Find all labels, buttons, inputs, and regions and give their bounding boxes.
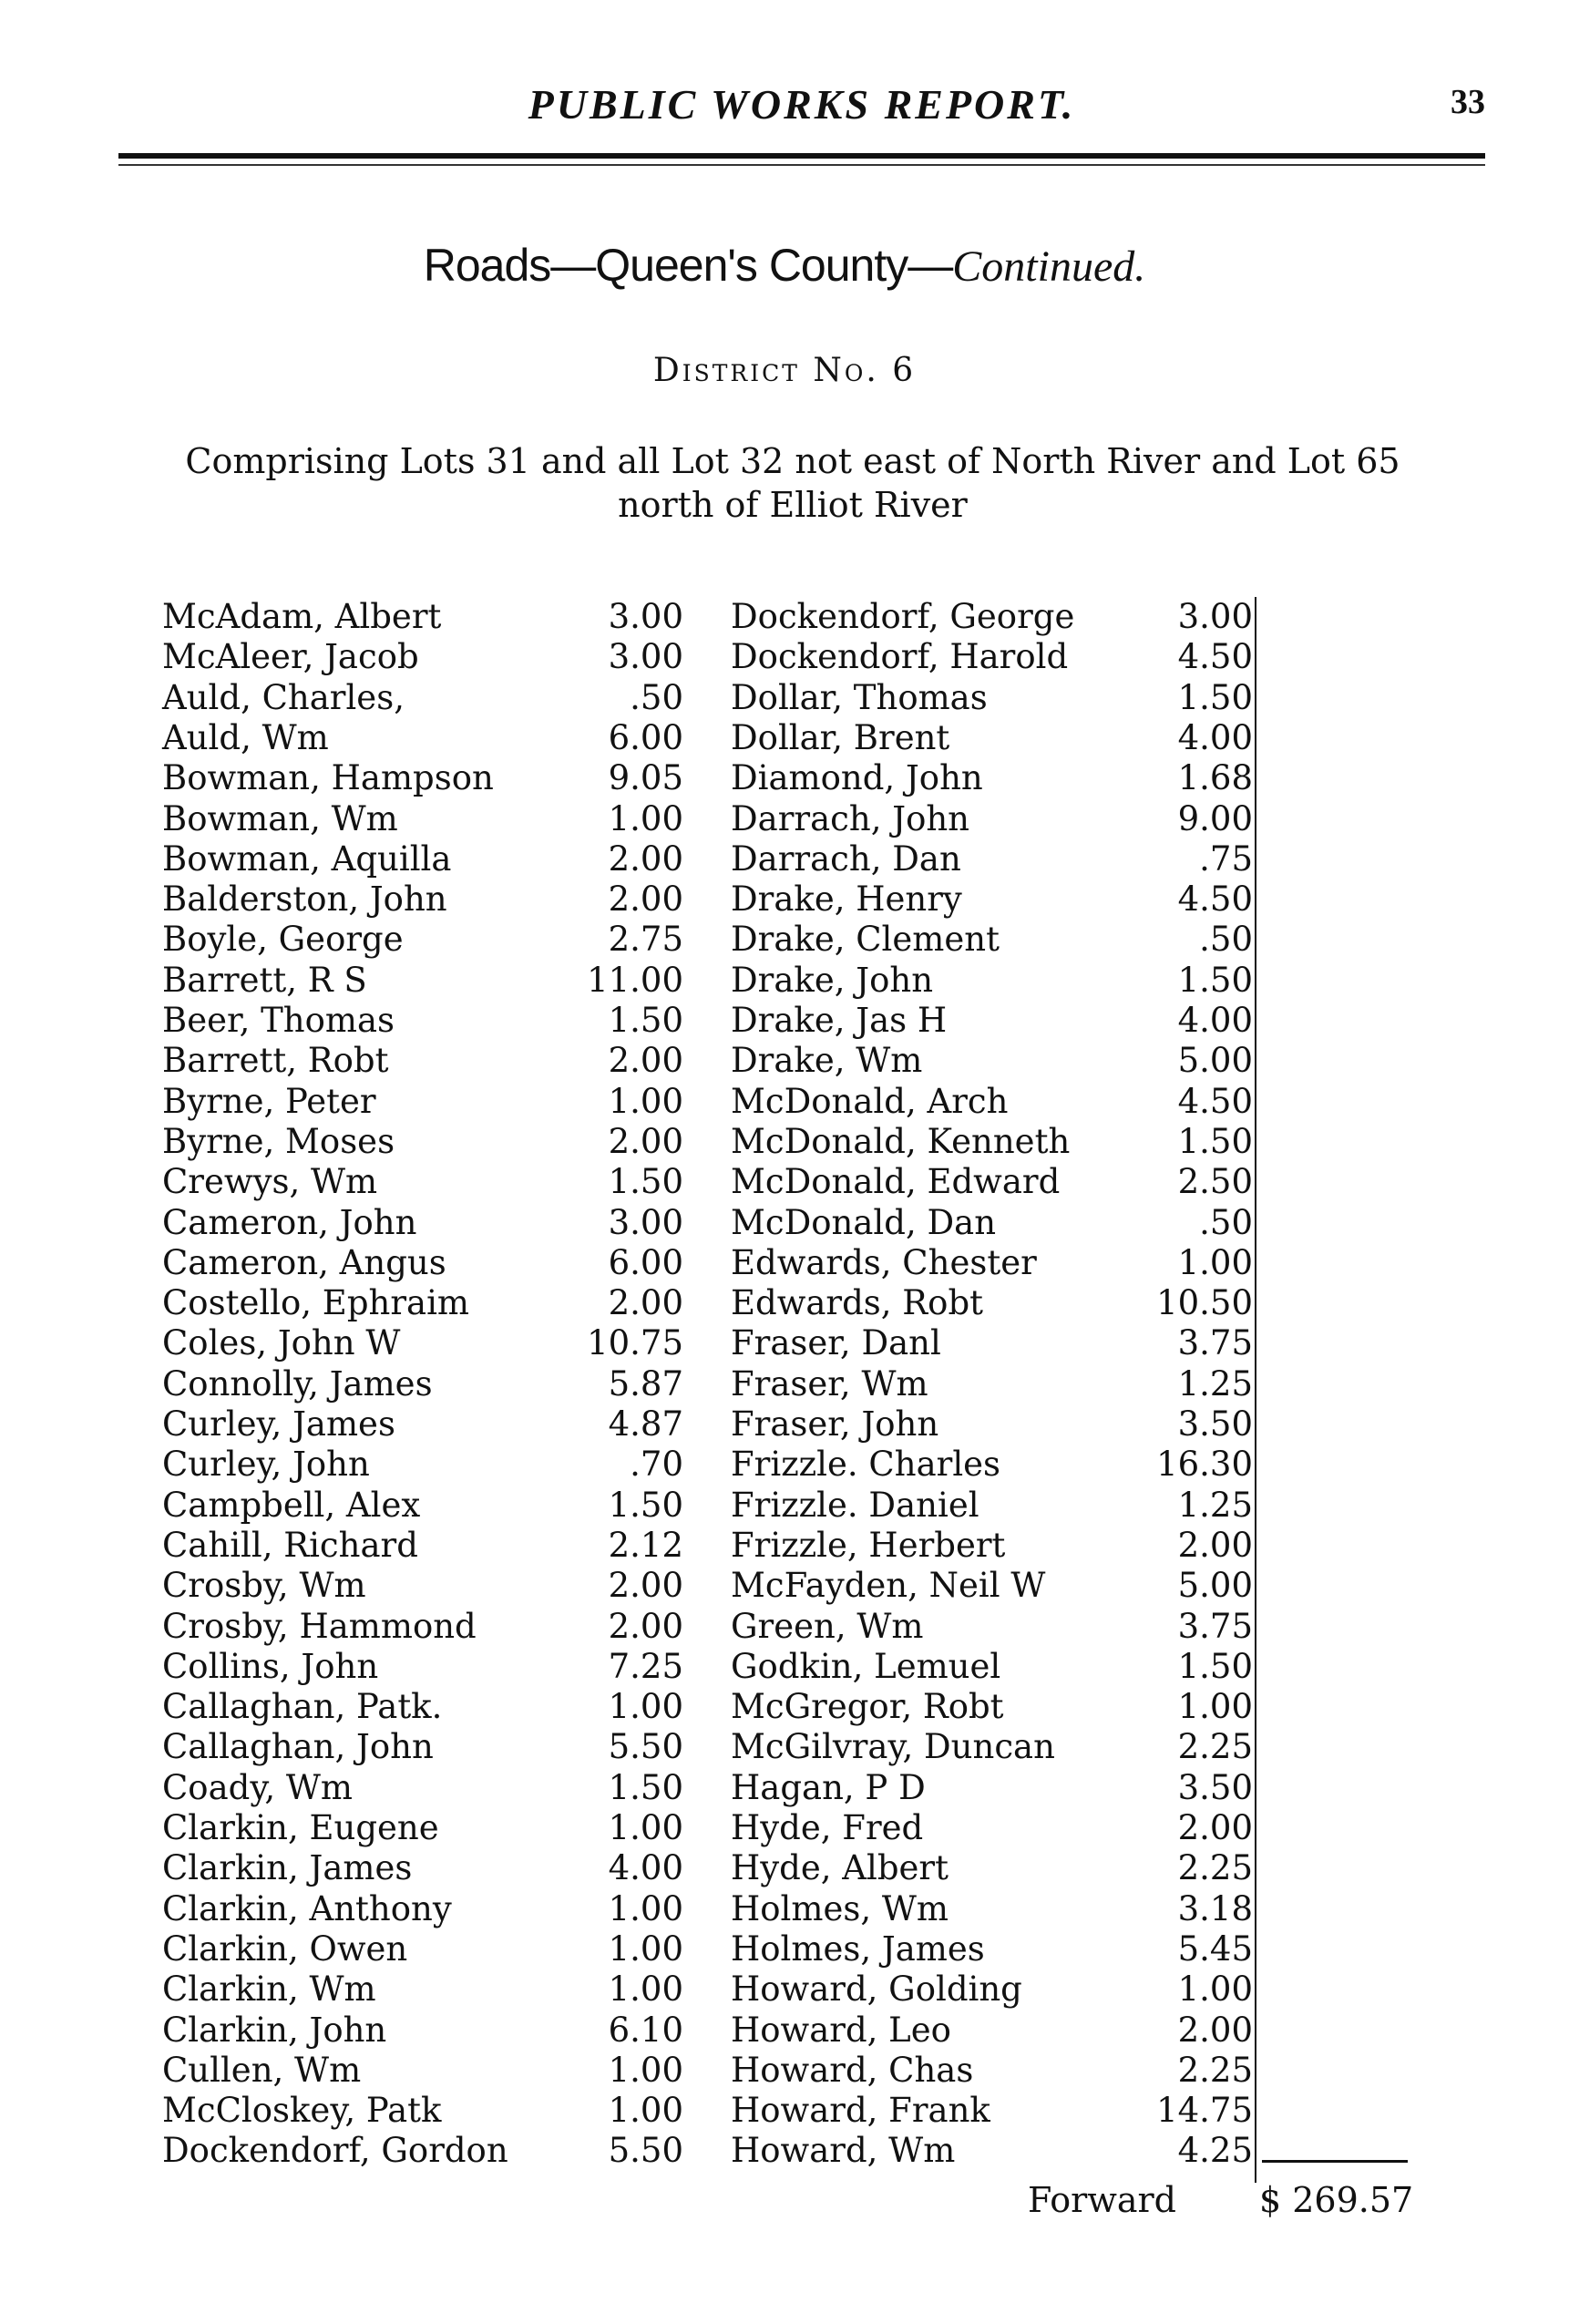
right-amount: 3.50 [1177, 1404, 1253, 1444]
table-row [0, 2051, 1569, 2091]
right-name: Drake, Wm [731, 1041, 923, 1081]
table-row [0, 839, 1569, 879]
right-name: Howard, Leo [731, 2010, 951, 2050]
table-row [0, 879, 1569, 920]
right-name: Frizzle. Charles [731, 1445, 1001, 1485]
section-title [0, 239, 1569, 292]
right-amount: 1.50 [1177, 1646, 1253, 1686]
left-amount: .50 [630, 677, 683, 717]
right-amount: 1.50 [1177, 960, 1253, 1000]
left-amount: 1.00 [608, 2091, 683, 2131]
header-rule-thin [118, 164, 1485, 166]
left-name: Barrett, R S [162, 960, 367, 1000]
table-row [0, 961, 1569, 1001]
table-row [0, 2091, 1569, 2131]
right-name: Darrach, John [731, 798, 969, 838]
left-name: Connolly, James [162, 1363, 433, 1404]
description-line-1: Comprising Lots 31 and all Lot 32 not east of North River and Lot 65 [185, 441, 1400, 481]
right-name: McDonald, Arch [731, 1081, 1009, 1121]
left-amount: 11.00 [587, 960, 683, 1000]
left-amount: 2.12 [608, 1525, 683, 1565]
table-row [0, 1122, 1569, 1162]
table-row [0, 1647, 1569, 1687]
right-amount: 14.75 [1156, 2091, 1253, 2131]
right-amount: 10.50 [1156, 1283, 1253, 1323]
left-name: Collins, John [162, 1646, 379, 1686]
right-name: Howard, Wm [731, 2131, 956, 2171]
table-row [0, 2131, 1569, 2171]
table-row [0, 1889, 1569, 1929]
right-amount: .50 [1199, 920, 1253, 960]
right-name: Diamond, John [731, 758, 983, 798]
table-row [0, 1001, 1569, 1041]
left-name: Clarkin, Eugene [162, 1808, 439, 1847]
right-amount: 4.50 [1177, 879, 1253, 920]
table-row [0, 1404, 1569, 1445]
left-name: Bowman, Wm [162, 798, 398, 838]
left-amount: 2.00 [608, 1041, 683, 1081]
right-amount: 2.25 [1177, 2050, 1253, 2090]
right-name: Frizzle, Herbert [731, 1525, 1006, 1565]
left-name: Coles, John W [162, 1323, 401, 1363]
left-amount: 2.00 [608, 1121, 683, 1161]
right-name: Dockendorf, George [731, 597, 1075, 636]
left-amount: 2.00 [608, 879, 683, 920]
header-rule-thick [118, 153, 1485, 159]
left-name: McAdam, Albert [162, 597, 442, 636]
section-title-continued: Continued. [952, 242, 1146, 291]
right-name: Drake, John [731, 960, 934, 1000]
left-name: Crosby, Hammond [162, 1606, 477, 1646]
left-name: Cameron, Angus [162, 1242, 446, 1282]
table-row [0, 1323, 1569, 1363]
right-name: McDonald, Kenneth [731, 1121, 1071, 1161]
district-description [146, 439, 1440, 527]
table-row [0, 2010, 1569, 2051]
table-row [0, 1486, 1569, 1526]
left-name: Cahill, Richard [162, 1525, 418, 1565]
right-amount: 1.00 [1177, 1242, 1253, 1282]
left-name: Balderston, John [162, 879, 447, 920]
right-name: Darrach, Dan [731, 838, 961, 879]
left-amount: 3.00 [608, 597, 683, 636]
table-row [0, 1283, 1569, 1323]
right-amount: 2.25 [1177, 1727, 1253, 1767]
left-name: McAleer, Jacob [162, 637, 419, 677]
right-name: Fraser, John [731, 1404, 939, 1444]
left-amount: 3.00 [608, 637, 683, 677]
right-name: Holmes, Wm [731, 1888, 949, 1928]
right-name: McDonald, Edward [731, 1162, 1061, 1202]
left-name: Coady, Wm [162, 1767, 353, 1807]
left-amount: 3.00 [608, 1202, 683, 1242]
right-name: McDonald, Dan [731, 1202, 997, 1242]
right-name: Fraser, Danl [731, 1323, 941, 1363]
left-amount: 1.50 [608, 1767, 683, 1807]
left-name: Crewys, Wm [162, 1162, 378, 1202]
left-amount: 1.00 [608, 1928, 683, 1969]
left-name: Callaghan, Patk. [162, 1687, 443, 1727]
right-amount: 2.25 [1177, 1848, 1253, 1888]
left-amount: 1.00 [608, 1687, 683, 1727]
left-name: Beer, Thomas [162, 1001, 395, 1040]
left-amount: 1.00 [608, 1081, 683, 1121]
right-amount: 3.00 [1177, 597, 1253, 636]
right-name: Dollar, Brent [731, 717, 950, 757]
right-name: McFayden, Neil W [731, 1566, 1046, 1606]
right-name: Dockendorf, Harold [731, 637, 1069, 677]
description-line-2: north of Elliot River [618, 485, 968, 525]
table-row [0, 1243, 1569, 1283]
right-amount: 3.50 [1177, 1767, 1253, 1807]
right-amount: 5.00 [1177, 1566, 1253, 1606]
right-amount: 1.68 [1177, 758, 1253, 798]
left-name: Clarkin, Wm [162, 1969, 376, 2010]
left-name: Dockendorf, Gordon [162, 2131, 508, 2171]
right-amount: 3.75 [1177, 1606, 1253, 1646]
left-amount: 6.10 [608, 2010, 683, 2050]
left-name: McCloskey, Patk [162, 2091, 442, 2131]
left-amount: 1.00 [608, 798, 683, 838]
table-row [0, 1929, 1569, 1969]
right-name: Edwards, Robt [731, 1283, 983, 1323]
left-name: Clarkin, Anthony [162, 1888, 452, 1928]
right-amount: 4.00 [1177, 1001, 1253, 1040]
right-amount: 5.45 [1177, 1928, 1253, 1969]
table-row [0, 1727, 1569, 1767]
left-amount: 1.00 [608, 1888, 683, 1928]
table-row [0, 1687, 1569, 1727]
right-name: Dollar, Thomas [731, 677, 988, 717]
right-amount: .75 [1199, 838, 1253, 879]
left-amount: 2.00 [608, 1566, 683, 1606]
left-amount: 2.75 [608, 920, 683, 960]
table-row [0, 637, 1569, 677]
left-amount: 4.87 [608, 1404, 683, 1444]
amount-column-rule [1255, 597, 1256, 2183]
right-name: Fraser, Wm [731, 1363, 928, 1404]
left-name: Cameron, John [162, 1202, 417, 1242]
table-row [0, 1364, 1569, 1404]
table-row [0, 758, 1569, 798]
left-amount: 2.00 [608, 1606, 683, 1646]
table-row [0, 1607, 1569, 1647]
right-name: Howard, Chas [731, 2050, 974, 2090]
left-name: Callaghan, John [162, 1727, 434, 1767]
left-name: Bowman, Hampson [162, 758, 494, 798]
right-amount: 4.25 [1177, 2131, 1253, 2171]
left-name: Campbell, Alex [162, 1485, 421, 1525]
table-row [0, 1082, 1569, 1122]
right-amount: 1.50 [1177, 1121, 1253, 1161]
left-name: Byrne, Moses [162, 1121, 395, 1161]
left-amount: 1.50 [608, 1485, 683, 1525]
right-name: Holmes, James [731, 1928, 985, 1969]
right-amount: 4.00 [1177, 717, 1253, 757]
left-amount: 1.50 [608, 1162, 683, 1202]
left-amount: 5.50 [608, 1727, 683, 1767]
right-name: Howard, Frank [731, 2091, 990, 2131]
right-amount: 2.00 [1177, 1525, 1253, 1565]
left-name: Crosby, Wm [162, 1566, 366, 1606]
table-row [0, 1445, 1569, 1485]
left-amount: 10.75 [587, 1323, 683, 1363]
left-name: Boyle, George [162, 920, 404, 960]
left-amount: 4.00 [608, 1848, 683, 1888]
left-name: Curley, John [162, 1445, 370, 1485]
right-name: McGilvray, Duncan [731, 1727, 1055, 1767]
right-name: Drake, Henry [731, 879, 962, 920]
table-row [0, 1566, 1569, 1606]
left-name: Clarkin, Owen [162, 1928, 408, 1969]
left-amount: 6.00 [608, 717, 683, 757]
table-row [0, 718, 1569, 758]
left-name: Auld, Charles, [162, 677, 405, 717]
left-amount: 9.05 [608, 758, 683, 798]
left-name: Barrett, Robt [162, 1041, 389, 1081]
table-row [0, 799, 1569, 839]
right-amount: 1.25 [1177, 1363, 1253, 1404]
left-amount: 1.00 [608, 1969, 683, 2010]
right-name: Howard, Golding [731, 1969, 1022, 2010]
left-amount: 1.00 [608, 2050, 683, 2090]
right-amount: 1.00 [1177, 1687, 1253, 1727]
forward-label: Forward [1028, 2180, 1177, 2220]
total-rule [1262, 2160, 1408, 2163]
table-row [0, 1041, 1569, 1081]
right-name: Godkin, Lemuel [731, 1646, 1001, 1686]
right-name: Drake, Jas H [731, 1001, 948, 1040]
table-row [0, 1848, 1569, 1888]
left-amount: 1.00 [608, 1808, 683, 1847]
right-amount: .50 [1199, 1202, 1253, 1242]
table-row [0, 678, 1569, 718]
table-row [0, 1526, 1569, 1566]
right-amount: 2.00 [1177, 1808, 1253, 1847]
table-row [0, 1162, 1569, 1202]
left-name: Costello, Ephraim [162, 1283, 469, 1323]
right-amount: 16.30 [1156, 1445, 1253, 1485]
table-row [0, 1203, 1569, 1243]
table-row [0, 1808, 1569, 1848]
left-amount: 6.00 [608, 1242, 683, 1282]
section-title-main: Roads—Queen's County— [423, 240, 953, 291]
left-name: Clarkin, John [162, 2010, 387, 2050]
right-amount: 1.00 [1177, 1969, 1253, 2010]
right-amount: 9.00 [1177, 798, 1253, 838]
right-name: Edwards, Chester [731, 1242, 1037, 1282]
left-name: Cullen, Wm [162, 2050, 362, 2090]
right-name: Frizzle. Daniel [731, 1485, 979, 1525]
left-name: Clarkin, James [162, 1848, 413, 1888]
left-name: Auld, Wm [162, 717, 329, 757]
running-head [118, 80, 1485, 144]
right-amount: 2.50 [1177, 1162, 1253, 1202]
right-amount: 4.50 [1177, 1081, 1253, 1121]
page-number: 33 [1451, 83, 1485, 121]
right-name: Drake, Clement [731, 920, 1000, 960]
right-amount: 2.00 [1177, 2010, 1253, 2050]
left-amount: 5.87 [608, 1363, 683, 1404]
right-amount: 3.75 [1177, 1323, 1253, 1363]
right-amount: 1.25 [1177, 1485, 1253, 1525]
left-name: Bowman, Aquilla [162, 838, 452, 879]
left-amount: 2.00 [608, 1283, 683, 1323]
right-name: Hyde, Fred [731, 1808, 924, 1847]
left-amount: 5.50 [608, 2131, 683, 2171]
left-name: Byrne, Peter [162, 1081, 376, 1121]
left-amount: 7.25 [608, 1646, 683, 1686]
running-title: PUBLIC WORKS REPORT. [528, 81, 1076, 128]
table-row [0, 597, 1569, 637]
right-name: Hagan, P D [731, 1767, 926, 1807]
table-row [0, 1969, 1569, 2010]
right-amount: 1.50 [1177, 677, 1253, 717]
left-amount: .70 [630, 1445, 683, 1485]
table-row [0, 1768, 1569, 1808]
left-amount: 1.50 [608, 1001, 683, 1040]
left-amount: 2.00 [608, 838, 683, 879]
right-amount: 4.50 [1177, 637, 1253, 677]
district-heading: District No. 6 [652, 352, 917, 389]
right-amount: 5.00 [1177, 1041, 1253, 1081]
right-amount: 3.18 [1177, 1888, 1253, 1928]
right-name: Hyde, Albert [731, 1848, 949, 1888]
right-name: Green, Wm [731, 1606, 924, 1646]
forward-total: $ 269.57 [1259, 2180, 1414, 2220]
right-name: McGregor, Robt [731, 1687, 1004, 1727]
table-row [0, 920, 1569, 960]
left-name: Curley, James [162, 1404, 395, 1444]
